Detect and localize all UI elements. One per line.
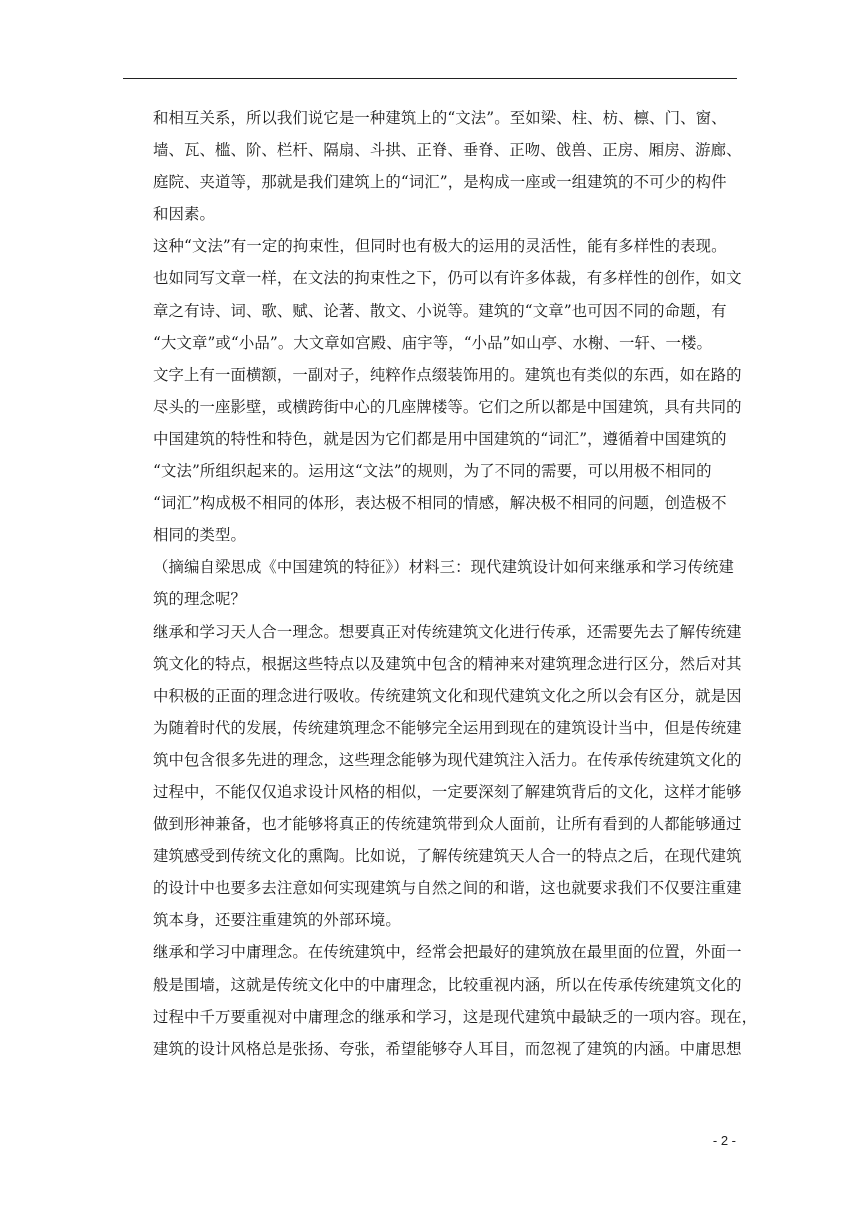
text-line: 筑中包含很多先进的理念，这些理念能够为现代建筑注入活力。在传承传统建筑文化的	[153, 750, 742, 769]
text-line: “大文章”或“小品”。大文章如宫殿、庙宇等，“小品”如山亭、水榭、一轩、一楼。	[153, 333, 712, 352]
text-line: 这种“文法”有一定的拘束性，但同时也有极大的运用的灵活性，能有多样性的表现。	[153, 237, 727, 256]
text-line: 和因素。	[153, 205, 215, 224]
text-line: 中积极的正面的理念进行吸收。传统建筑文化和现代建筑文化之所以会有区分，就是因	[153, 686, 742, 705]
text-line: 为随着时代的发展，传统建筑理念不能够完全运用到现在的建筑设计当中，但是传统建	[153, 718, 742, 737]
text-line: 过程中千万要重视对中庸理念的继承和学习，这是现代建筑中最缺乏的一项内容。现在，	[153, 1007, 758, 1026]
page-number: - 2 -	[712, 1133, 736, 1148]
text-line: 也如同写文章一样，在文法的拘束性之下，仍可以有许多体裁，有多样性的创作，如文	[153, 269, 742, 288]
text-line: 庭院、夹道等，那就是我们建筑上的“词汇”，是构成一座或一组建筑的不可少的构件	[153, 173, 727, 192]
text-line: 章之有诗、词、歌、赋、论著、散文、小说等。建筑的“文章”也可因不同的命题，有	[153, 301, 727, 320]
header-rule	[123, 78, 737, 79]
text-line: 建筑感受到传统文化的熏陶。比如说，了解传统建筑天人合一的特点之后，在现代建筑	[153, 847, 742, 866]
text-line: 尽头的一座影壁，或横跨街中心的几座牌楼等。它们之所以都是中国建筑，具有共同的	[153, 397, 742, 416]
text-line: 文字上有一面横额，一副对子，纯粹作点缀装饰用的。建筑也有类似的东西，如在路的	[153, 365, 742, 384]
text-line: 相同的类型。	[153, 526, 246, 545]
body-text	[153, 102, 758, 1065]
text-line: 墙、瓦、槛、阶、栏杆、隔扇、斗拱、正脊、垂脊、正吻、戗兽、正房、厢房、游廊、	[153, 141, 742, 160]
text-line: （摘编自梁思成《中国建筑的特征》）材料三：现代建筑设计如何来继承和学习传统建	[153, 558, 734, 577]
text-line: 继承和学习中庸理念。在传统建筑中，经常会把最好的建筑放在最里面的位置，外面一	[153, 943, 742, 962]
text-line: 建筑的设计风格总是张扬、夸张，希望能够夺人耳目，而忽视了建筑的内涵。中庸思想	[153, 1039, 742, 1058]
text-line: 筑文化的特点，根据这些特点以及建筑中包含的精神来对建筑理念进行区分，然后对其	[153, 654, 742, 673]
text-line: 的设计中也要多去注意如何实现建筑与自然之间的和谐，这也就要求我们不仅要注重建	[153, 879, 742, 898]
text-line: 中国建筑的特性和特色，就是因为它们都是用中国建筑的“词汇”，遵循着中国建筑的	[153, 429, 727, 448]
text-line: “文法”所组织起来的。运用这“文法”的规则，为了不同的需要，可以用极不相同的	[153, 462, 712, 481]
text-line: 和相互关系，所以我们说它是一种建筑上的“文法”。至如梁、柱、枋、檩、门、窗、	[153, 109, 727, 127]
text-line: 继承和学习天人合一理念。想要真正对传统建筑文化进行传承，还需要先去了解传统建	[153, 622, 742, 641]
text-line: “词汇”构成极不相同的体形，表达极不相同的情感，解决极不相同的问题，创造极不	[153, 494, 727, 513]
text-line: 做到形神兼备，也才能够将真正的传统建筑带到众人面前，让所有看到的人都能够通过	[153, 815, 742, 834]
text-line: 筑的理念呢？	[153, 590, 246, 609]
text-line: 般是围墙，这就是传统文化中的中庸理念，比较重视内涵，所以在传承传统建筑文化的	[153, 975, 742, 994]
text-line: 筑本身，还要注重建筑的外部环境。	[153, 911, 401, 930]
text-line: 过程中，不能仅仅追求设计风格的相似，一定要深刻了解建筑背后的文化，这样才能够	[153, 782, 742, 801]
